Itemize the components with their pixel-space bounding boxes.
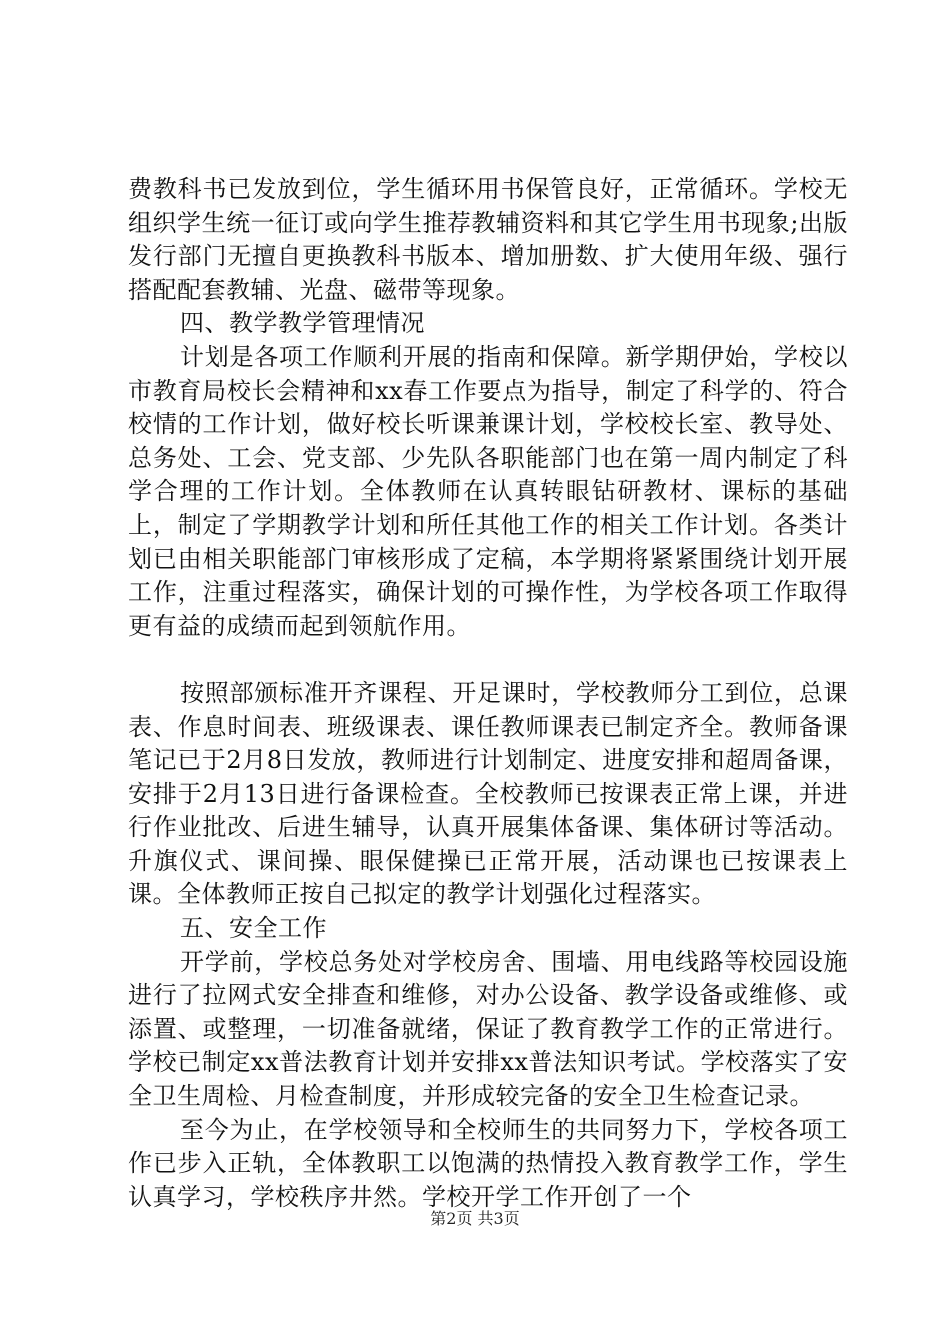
paragraph-safety-inspection: 开学前，学校总务处对学校房舍、围墙、用电线路等校园设施进行了拉网式安全排查和维修，对办公设备、教学设备或维修、或添置、或整理，一切准备就绪，保证了教育教学工作的正常进行。学校已制定xx普法教育计划并安排xx普法知识考试。学校落实了安全卫生周检、月检查制度，并形成较完备的安全卫生检查记录。 — [128, 947, 848, 1111]
paragraph-curriculum: 按照部颁标准开齐课程、开足课时，学校教师分工到位，总课表、作息时间表、班级课表、课任教师课表已制定齐全。教师备课笔记已于2月8日发放，教师进行计划制定、进度安排和超周备课，安排于2月13日进行备课检查。全校教师已按课表正常上课，并进行作业批改、后进生辅导，认真开展集体备课、集体研讨等活动。升旗仪式、课间操、眼保健操已正常开展，活动课也已按课表上课。全体教师正按自己拟定的教学计划强化过程落实。 — [128, 678, 848, 909]
paragraph-summary: 至今为止，在学校领导和全校师生的共同努力下，学校各项工作已步入正轨，全体教职工以饱满的热情投入教育教学工作，学生认真学习，学校秩序井然。学校开学工作开创了一个 — [128, 1115, 848, 1211]
paragraph-work-plan: 计划是各项工作顺利开展的指南和保障。新学期伊始，学校以市教育局校长会精神和xx春工作要点为指导，制定了科学的、符合校情的工作计划，做好校长听课兼课计划，学校校长室、教导处、总务处、工会、党支部、少先队各职能部门也在第一周内制定了科学合理的工作计划。全体教师在认真转眼钻研教材、课标的基础上，制定了学期教学计划和所任其他工作的相关工作计划。各类计划已由相关职能部门审核形成了定稿，本学期将紧紧围绕计划开展工作，注重过程落实，确保计划的可操作性，为学校各项工作取得更有益的成绩而起到领航作用。 — [128, 342, 848, 640]
document-body — [128, 173, 848, 1214]
section-heading-safety: 五、安全工作 — [180, 914, 327, 943]
paragraph-textbook-continuation: 费教科书已发放到位，学生循环用书保管良好，正常循环。学校无组织学生统一征订或向学生推荐教辅资料和其它学生用书现象;出版发行部门无擅自更换教科书版本、增加册数、扩大使用年级、强行搭配配套教辅、光盘、磁带等现象。 — [128, 175, 848, 304]
page-number: 第2页 共3页 — [430, 1209, 520, 1228]
section-heading-teaching-management: 四、教学教学管理情况 — [180, 309, 425, 338]
